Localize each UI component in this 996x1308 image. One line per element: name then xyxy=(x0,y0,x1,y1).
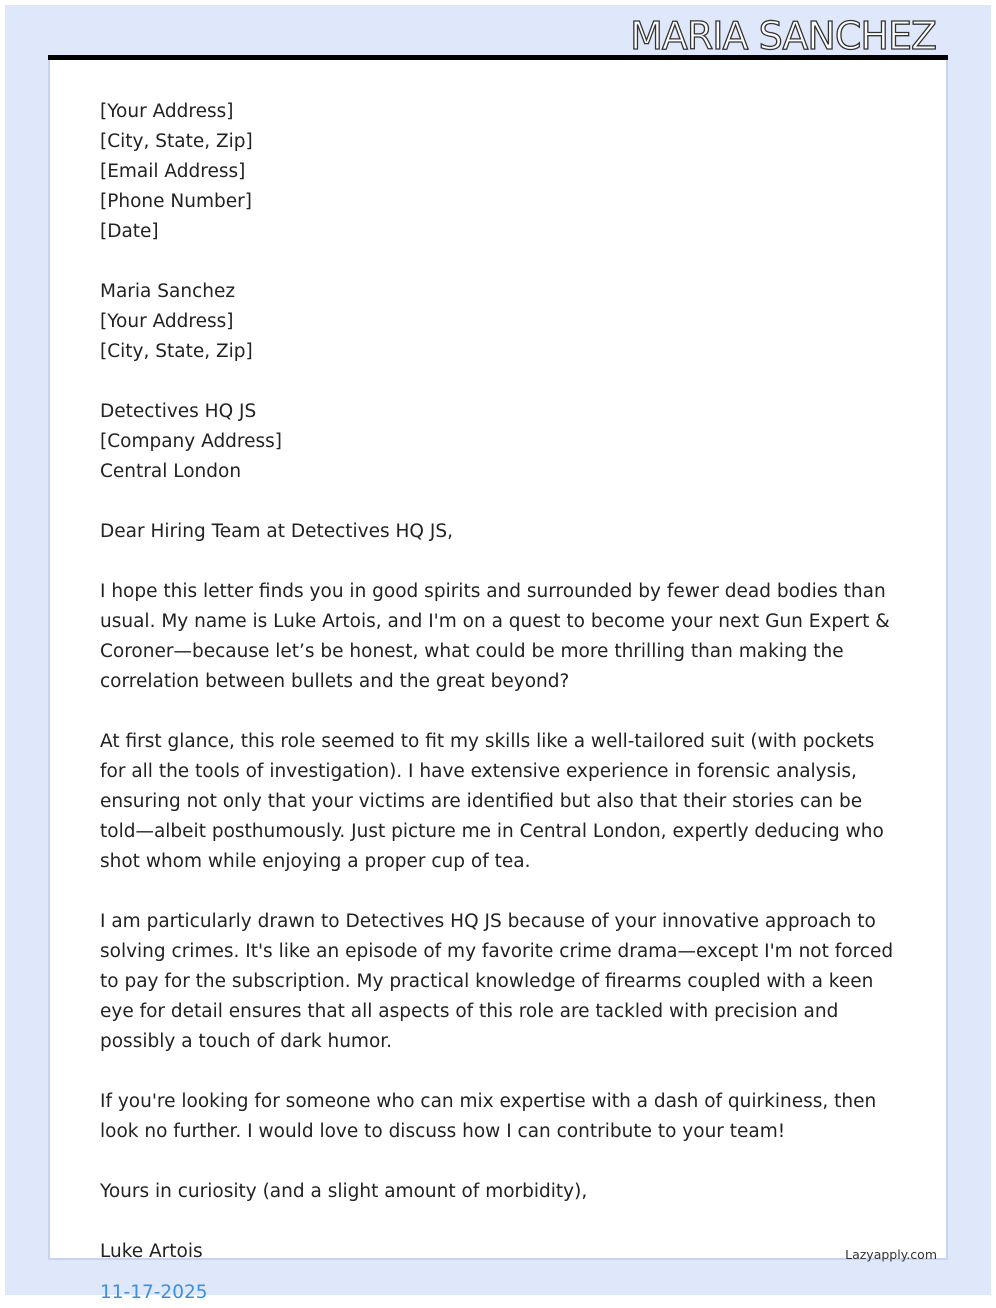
company-name: Detectives HQ JS xyxy=(100,401,257,422)
spacer xyxy=(100,247,900,277)
spacer xyxy=(100,367,900,397)
sender-city-state-zip: [City, State, Zip] xyxy=(100,131,253,152)
paragraph-intro: I hope this letter finds you in good spirits and surrounded by fewer dead bodies than usual. My name is Luke Artois, and I'm on a quest to become your next Gun Expert & Coroner—because let’s be honest, what could be more thrilling than making the correlation between bullets and the great beyond? xyxy=(100,581,890,692)
sender-address: [Your Address] xyxy=(100,101,234,122)
sender-phone: [Phone Number] xyxy=(100,191,252,212)
paragraph-conclusion: If you're looking for someone who can mix expertise with a dash of quirkiness, then look no further. I would love to discuss how I can contribute to your team! xyxy=(100,1091,877,1142)
sender-email: [Email Address] xyxy=(100,161,246,182)
closing: Yours in curiosity (and a slight amount of morbidity), xyxy=(100,1181,588,1202)
spacer xyxy=(100,547,900,577)
recipient-name: Maria Sanchez xyxy=(100,281,236,302)
company-address: [Company Address] xyxy=(100,431,283,452)
spacer xyxy=(100,697,900,727)
sender-date: [Date] xyxy=(100,221,159,242)
spacer xyxy=(100,877,900,907)
company-location: Central London xyxy=(100,461,242,482)
watermark: Lazyapply.com xyxy=(845,1247,937,1262)
recipient-address: [Your Address] xyxy=(100,311,234,332)
paragraph-experience: At first glance, this role seemed to fit my skills like a well-tailored suit (with pockets for all the tools of investigation). I have extensive experience in forensic analysis, ensuring not only that your victims are identified but also that their stories can be told—albeit posthumously. Just picture me in Central London, expertly deducing who shot whom while enjoying a proper cup of tea. xyxy=(100,731,884,872)
recipient-city-state-zip: [City, State, Zip] xyxy=(100,341,253,362)
header-name: MARIA SANCHEZ xyxy=(630,14,936,58)
spacer xyxy=(100,487,900,517)
salutation: Dear Hiring Team at Detectives HQ JS, xyxy=(100,521,453,542)
footer-date: 11-17-2025 xyxy=(100,1282,208,1303)
paragraph-motivation: I am particularly drawn to Detectives HQ JS because of your innovative approach to solving crimes. It's like an episode of my favorite crime drama—except I'm not forced to pay for the subscription. My practical knowledge of firearms coupled with a keen eye for detail ensures that all aspects of this role are tackled with precision and possibly a touch of dark humor. xyxy=(100,911,894,1052)
letter-body xyxy=(100,97,900,1267)
spacer xyxy=(100,1057,900,1087)
spacer xyxy=(100,1147,900,1177)
spacer xyxy=(100,1207,900,1237)
signature: Luke Artois xyxy=(100,1241,203,1262)
